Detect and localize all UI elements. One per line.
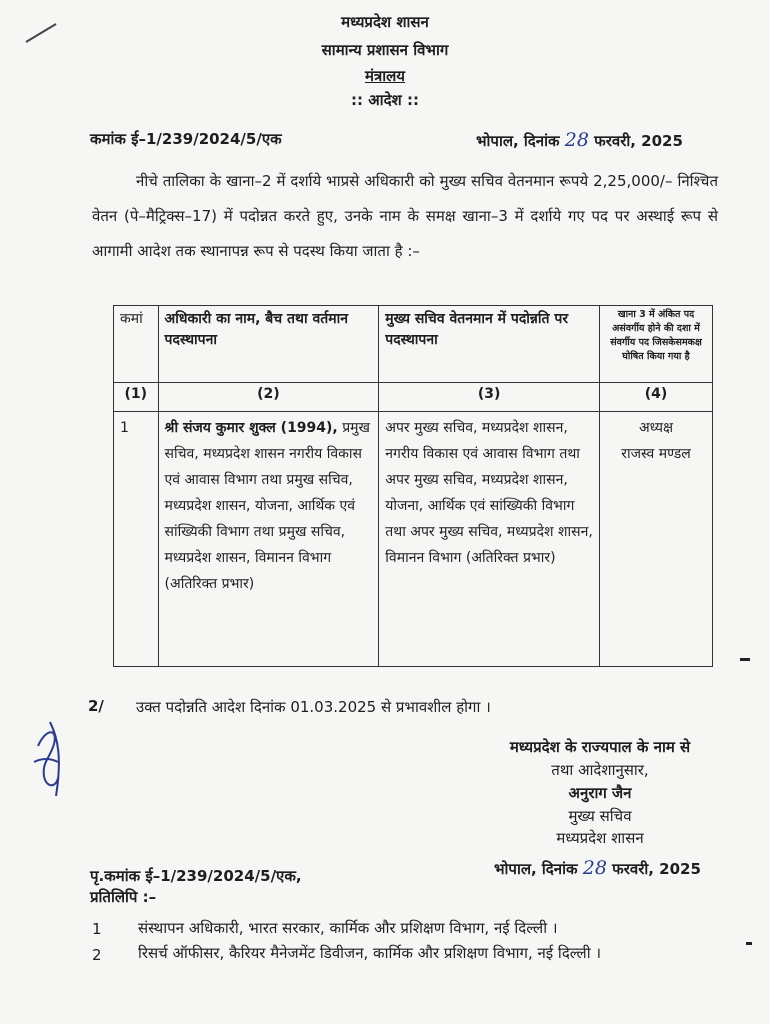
order-date-month: फरवरी, 2025 [594, 132, 683, 150]
initials-mark [28, 718, 78, 802]
colnum-4: (4) [600, 383, 713, 412]
header-officer: अधिकारी का नाम, बैच तथा वर्तमान पदस्थापना [158, 306, 379, 383]
cadre-post-line1: अध्यक्ष [638, 420, 674, 436]
point2-number: 2/ [88, 697, 104, 715]
copy-2-text: रिसर्च ऑफीसर, कैरियर मैनेजमेंट डिवीजन, कार्मिक और प्रशिक्षण विभाग, नई दिल्ली । [138, 944, 602, 962]
colnum-1: (1) [114, 383, 159, 412]
header-sno: कमां [114, 306, 159, 383]
table-header-row [114, 306, 713, 383]
row-new-posting: अपर मुख्य सचिव, मध्यप्रदेश शासन, नगरीय विकास एवं आवास विभाग तथा अपर मुख्य सचिव, मध्यप्रदेश शासन, योजना, आर्थिक एवं सांख्यिकी विभाग तथा अपर मुख्य सचिव, मध्यप्रदेश शासन, विमानन विभाग (अतिरिक्त प्रभार) [379, 412, 600, 667]
point2-text: उक्त पदोन्नति आदेश दिनांक 01.03.2025 से प्रभावशील होगा । [136, 698, 491, 716]
endorsement-number: पृ.कमांक ई–1/239/2024/5/एक, [90, 867, 302, 885]
header-cadre-post: खाना 3 में अंकित पद असंवर्गीय होने की दशा में संवर्गीय पद जिसकेसमकक्ष घोषित किया गया है [600, 306, 713, 383]
officer-current-posting: प्रमुख सचिव, मध्यप्रदेश शासन नगरीय विकास एवं आवास विभाग तथा प्रमुख सचिव, मध्यप्रदेश शासन, योजना, आर्थिक एवं सांख्यिकी विभाग तथा प्रमुख सचिव, मध्यप्रदेश शासन, विमानन विभाग (अतिरिक्त प्रभार) [164, 420, 371, 592]
cadre-post-line2: राजस्व मण्डल [621, 446, 691, 462]
order-number: कमांक ई–1/239/2024/5/एक [90, 130, 282, 148]
copy-1-text: संस्थापन अधिकारी, भारत सरकार, कार्मिक और प्रशिक्षण विभाग, नई दिल्ली । [138, 919, 558, 937]
officer-table [113, 305, 713, 667]
header-ministry [0, 66, 770, 86]
header-order: :: आदेश :: [351, 91, 419, 109]
table-row [114, 412, 713, 667]
signatory-name: अनुराग जैन [568, 784, 632, 802]
table-colnum-row [114, 383, 713, 412]
row-officer [158, 412, 379, 667]
copy-1-num: 1 [92, 920, 102, 938]
sign-line2: तथा आदेशानुसार, [551, 761, 649, 779]
colnum-3: (3) [379, 383, 600, 412]
copy-label: प्रतिलिपि :– [90, 888, 157, 906]
header-department: सामान्य प्रशासन विभाग [321, 41, 449, 59]
order-date-day: 28 [564, 129, 589, 151]
order-date-prefix: भोपाल, दिनांक [476, 132, 560, 150]
signatory-designation: मुख्य सचिव [568, 807, 632, 825]
endorsement-date-day: 28 [582, 857, 607, 879]
header-ministry-text: मंत्रालय [364, 67, 405, 85]
officer-name: श्री संजय कुमार शुक्ल (1994), [164, 420, 338, 436]
row-sno: 1 [114, 412, 159, 667]
row-cadre-post [600, 412, 713, 667]
order-paragraph [92, 164, 718, 269]
edge-mark [740, 658, 750, 661]
colnum-2: (2) [158, 383, 379, 412]
sign-line1: मध्यप्रदेश के राज्यपाल के नाम से [509, 738, 691, 756]
endorsement-date-month: फरवरी, 2025 [612, 860, 701, 878]
endorsement-date-prefix: भोपाल, दिनांक [494, 860, 578, 878]
endorsement-date [494, 857, 701, 879]
header-new-posting: मुख्य सचिव वेतनमान में पदोन्नति पर पदस्थापना [379, 306, 600, 383]
header-govt: मध्यप्रदेश शासन [341, 13, 429, 31]
order-paragraph-text: नीचे तालिका के खाना–2 में दर्शाये भाप्रसे अधिकारी को मुख्य सचिव वेतनमान रूपये 2,25,000/– निश्चित वेतन (पे–मैट्रिक्स–17) में पदोन्नत करते हुए, उनके नाम के समक्ष खाना–3 में दर्शाये गए पद पर अस्थाई रूप से आगामी आदेश तक स्थानापन्न रूप से पदस्थ किया जाता है :– [92, 172, 718, 260]
copy-2-num: 2 [92, 946, 102, 964]
signatory-office: मध्यप्रदेश शासन [556, 829, 644, 847]
edge-mark-2 [746, 942, 752, 945]
order-date [476, 129, 683, 151]
